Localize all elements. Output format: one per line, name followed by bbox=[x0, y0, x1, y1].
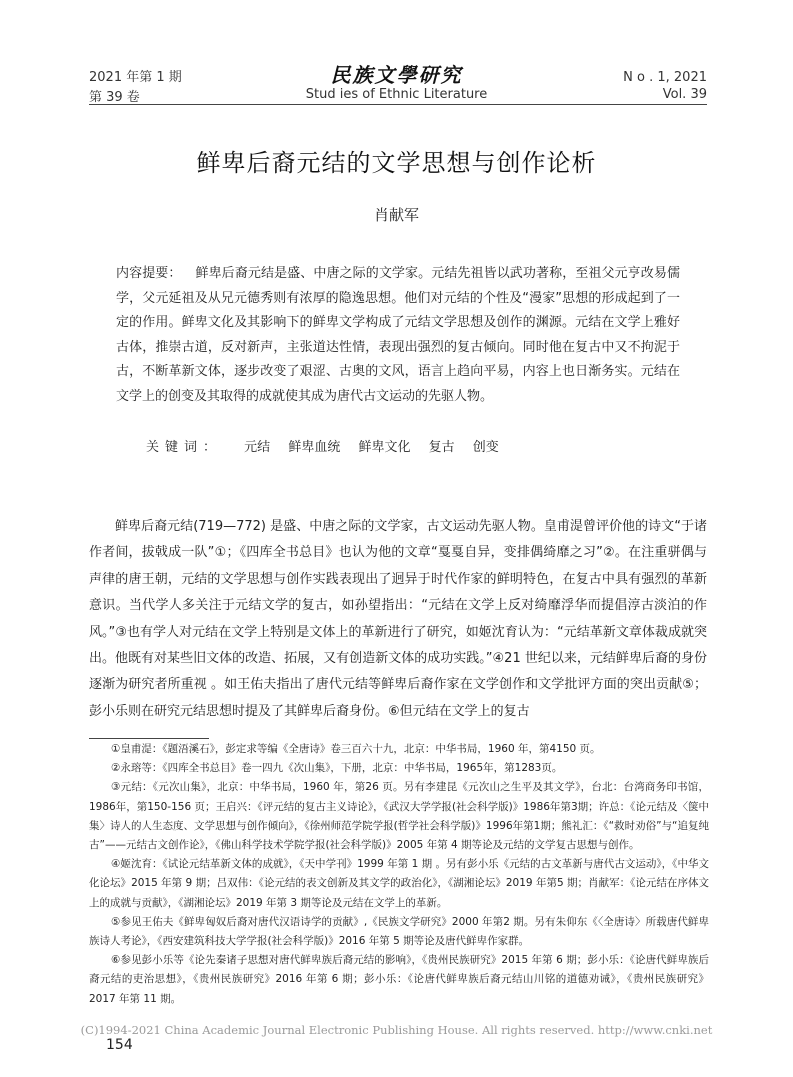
footnote: ④姬沈育：《试论元结革新文体的成就》，《天中学刊》1999 年第 1 期 。另有彭小乐《元结的古文革新与唐代古文运动》，《中华文化论坛》2015 年第 9 期；吕双伟：《论元结的表文创新及其文学的政治化》，《湖湘论坛》2019 年第5 期；肖献军：《论元结在序体文上的成就与贡献》，《湖湘论坛》2019 年第 3 期等论及元结在文学上的革新。 bbox=[89, 858, 709, 909]
footnote: ③元结：《元次山集》，北京：中华书局，1960 年，第26 页。另有李建昆《元次山之生平及其文学》，台北：台湾商务印书馆，1986年，第150-156 页；王启兴：《评元结的复古主义诗论》，《武汉大学学报(社会科学版)》1986年第3期；许总：《论元结及〈箧中集〉诗人的人生态度、文学思想与创作倾向》，《徐州师范学院学报(哲学社会科学版)》1996年第1期；熊礼汇：《“救时劝俗”与“追复纯古”——元结古文创作论》，《佛山科学技术学院学报(社会科学版)》2005 年第 4 期等论及元结的文学复古思想与创作。 bbox=[89, 781, 709, 852]
copyright-notice: (C)1994-2021 China Academic Journal Electronic Publishing House. All rights reserved. http://www.cnki.net bbox=[80, 1023, 713, 1037]
header-divider bbox=[89, 104, 707, 105]
author-name: 肖献军 bbox=[373, 206, 419, 224]
keywords bbox=[146, 436, 499, 455]
issue-number-en: N o . 1, 2021 bbox=[623, 70, 707, 85]
journal-logo: 民族文學研究 bbox=[330, 63, 463, 87]
footnote: ⑤参见王佑夫《鲜卑匈奴后裔对唐代汉语诗学的贡献》,《民族文学研究》2000 年第2 期。另有朱仰东《〈全唐诗〉所载唐代鲜卑族诗人考论》，《西安建筑科技大学学报(社会科学版)》2016 年第 5 期等论及唐代鲜卑作家群。 bbox=[89, 915, 709, 948]
keyword: 鲜卑血统 bbox=[288, 440, 341, 455]
footnote: ①皇甫湜：《题浯溪石》，彭定求等编《全唐诗》卷三百六十九，北京：中华书局，1960 年，第4150 页。 bbox=[111, 743, 601, 755]
abstract-text: 鲜卑后裔元结是盛、中唐之际的文学家。元结先祖皆以武功著称，至祖父元亨改易儒学，父元延祖及从兄元德秀则有浓厚的隐逸思想。他们对元结的个性及“漫家”思想的形成起到了一定的作用。鲜卑文化及其影响下的鲜卑文学构成了元结文学思想及创作的渊源。元结在文学上雅好古体，推崇古道，反对新声，主张道达性情，表现出强烈的复古倾向。同时他在复古中又不拘泥于古，不断革新文体，逐步改变了艰涩、古奥的文风，语言上趋向平易，内容上也日渐务实。元结在文学上的创变及其取得的成就使其成为唐代古文运动的先驱人物。 bbox=[116, 266, 680, 404]
issue-info: 2021 年第 1 期 bbox=[89, 70, 182, 85]
keyword: 鲜卑文化 bbox=[358, 440, 411, 455]
keyword: 元结 bbox=[244, 440, 271, 455]
keywords-label: 关键词： bbox=[146, 440, 223, 455]
page-number: 154 bbox=[106, 1037, 133, 1053]
volume-info: 第 39 卷 bbox=[89, 90, 140, 105]
article-title: 鲜卑后裔元结的文学思想与创作论析 bbox=[196, 149, 597, 177]
keyword: 复古 bbox=[428, 440, 455, 455]
footnote: ⑥参见彭小乐等《论先秦诸子思想对唐代鲜卑族后裔元结的影响》，《贵州民族研究》2015 年第 6 期；彭小乐：《论唐代鲜卑族后裔元结的吏治思想》，《贵州民族研究》2016 年第 6 期；彭小乐：《论唐代鲜卑族后裔元结山川铭的道德劝诫》，《贵州民族研究》2017 年第 11 期。 bbox=[89, 954, 709, 1005]
keyword: 创变 bbox=[472, 440, 499, 455]
abstract-label: 内容提要： bbox=[116, 266, 182, 281]
abstract bbox=[116, 262, 680, 409]
journal-name-en: Stud ies of Ethnic Literature bbox=[305, 87, 488, 102]
footnote-divider bbox=[89, 738, 209, 739]
footnotes bbox=[89, 740, 709, 1009]
footnote: ②永瑢等：《四库全书总目》卷一四九《次山集》，下册，北京：中华书局，1965年，第1283页。 bbox=[111, 762, 563, 775]
body-paragraph: 鲜卑后裔元结(719—772) 是盛、中唐之际的文学家，古文运动先驱人物。皇甫湜曾评价他的诗文“于诸作者间，拔戟成一队”①；《四库全书总目》也认为他的文章“戛戛自异，变排偶绮靡之习”②。在注重骈偶与声律的唐王朝，元结的文学思想与创作实践表现出了迥异于时代作家的鲜明特色，在复古中具有强烈的革新意识。当代学人多关注于元结文学的复古，如孙望指出：“元结在文学上反对绮靡浮华而提倡淳古淡泊的作风。”③也有学人对元结在文学上特别是文体上的革新进行了研究，如姬沈育认为：“元结革新文章体裁成就突出。他既有对某些旧文体的改造、拓展，又有创造新文体的成功实践。”④21 世纪以来，元结鲜卑后裔的身份逐渐为研究者所重视 。如王佑夫指出了唐代元结等鲜卑后裔作家在文学创作和文学批评方面的突出贡献⑤；彭小乐则在研究元结思想时提及了其鲜卑后裔身份。⑥但元结在文学上的复古 bbox=[89, 519, 707, 719]
volume-en: Vol. 39 bbox=[662, 87, 707, 102]
